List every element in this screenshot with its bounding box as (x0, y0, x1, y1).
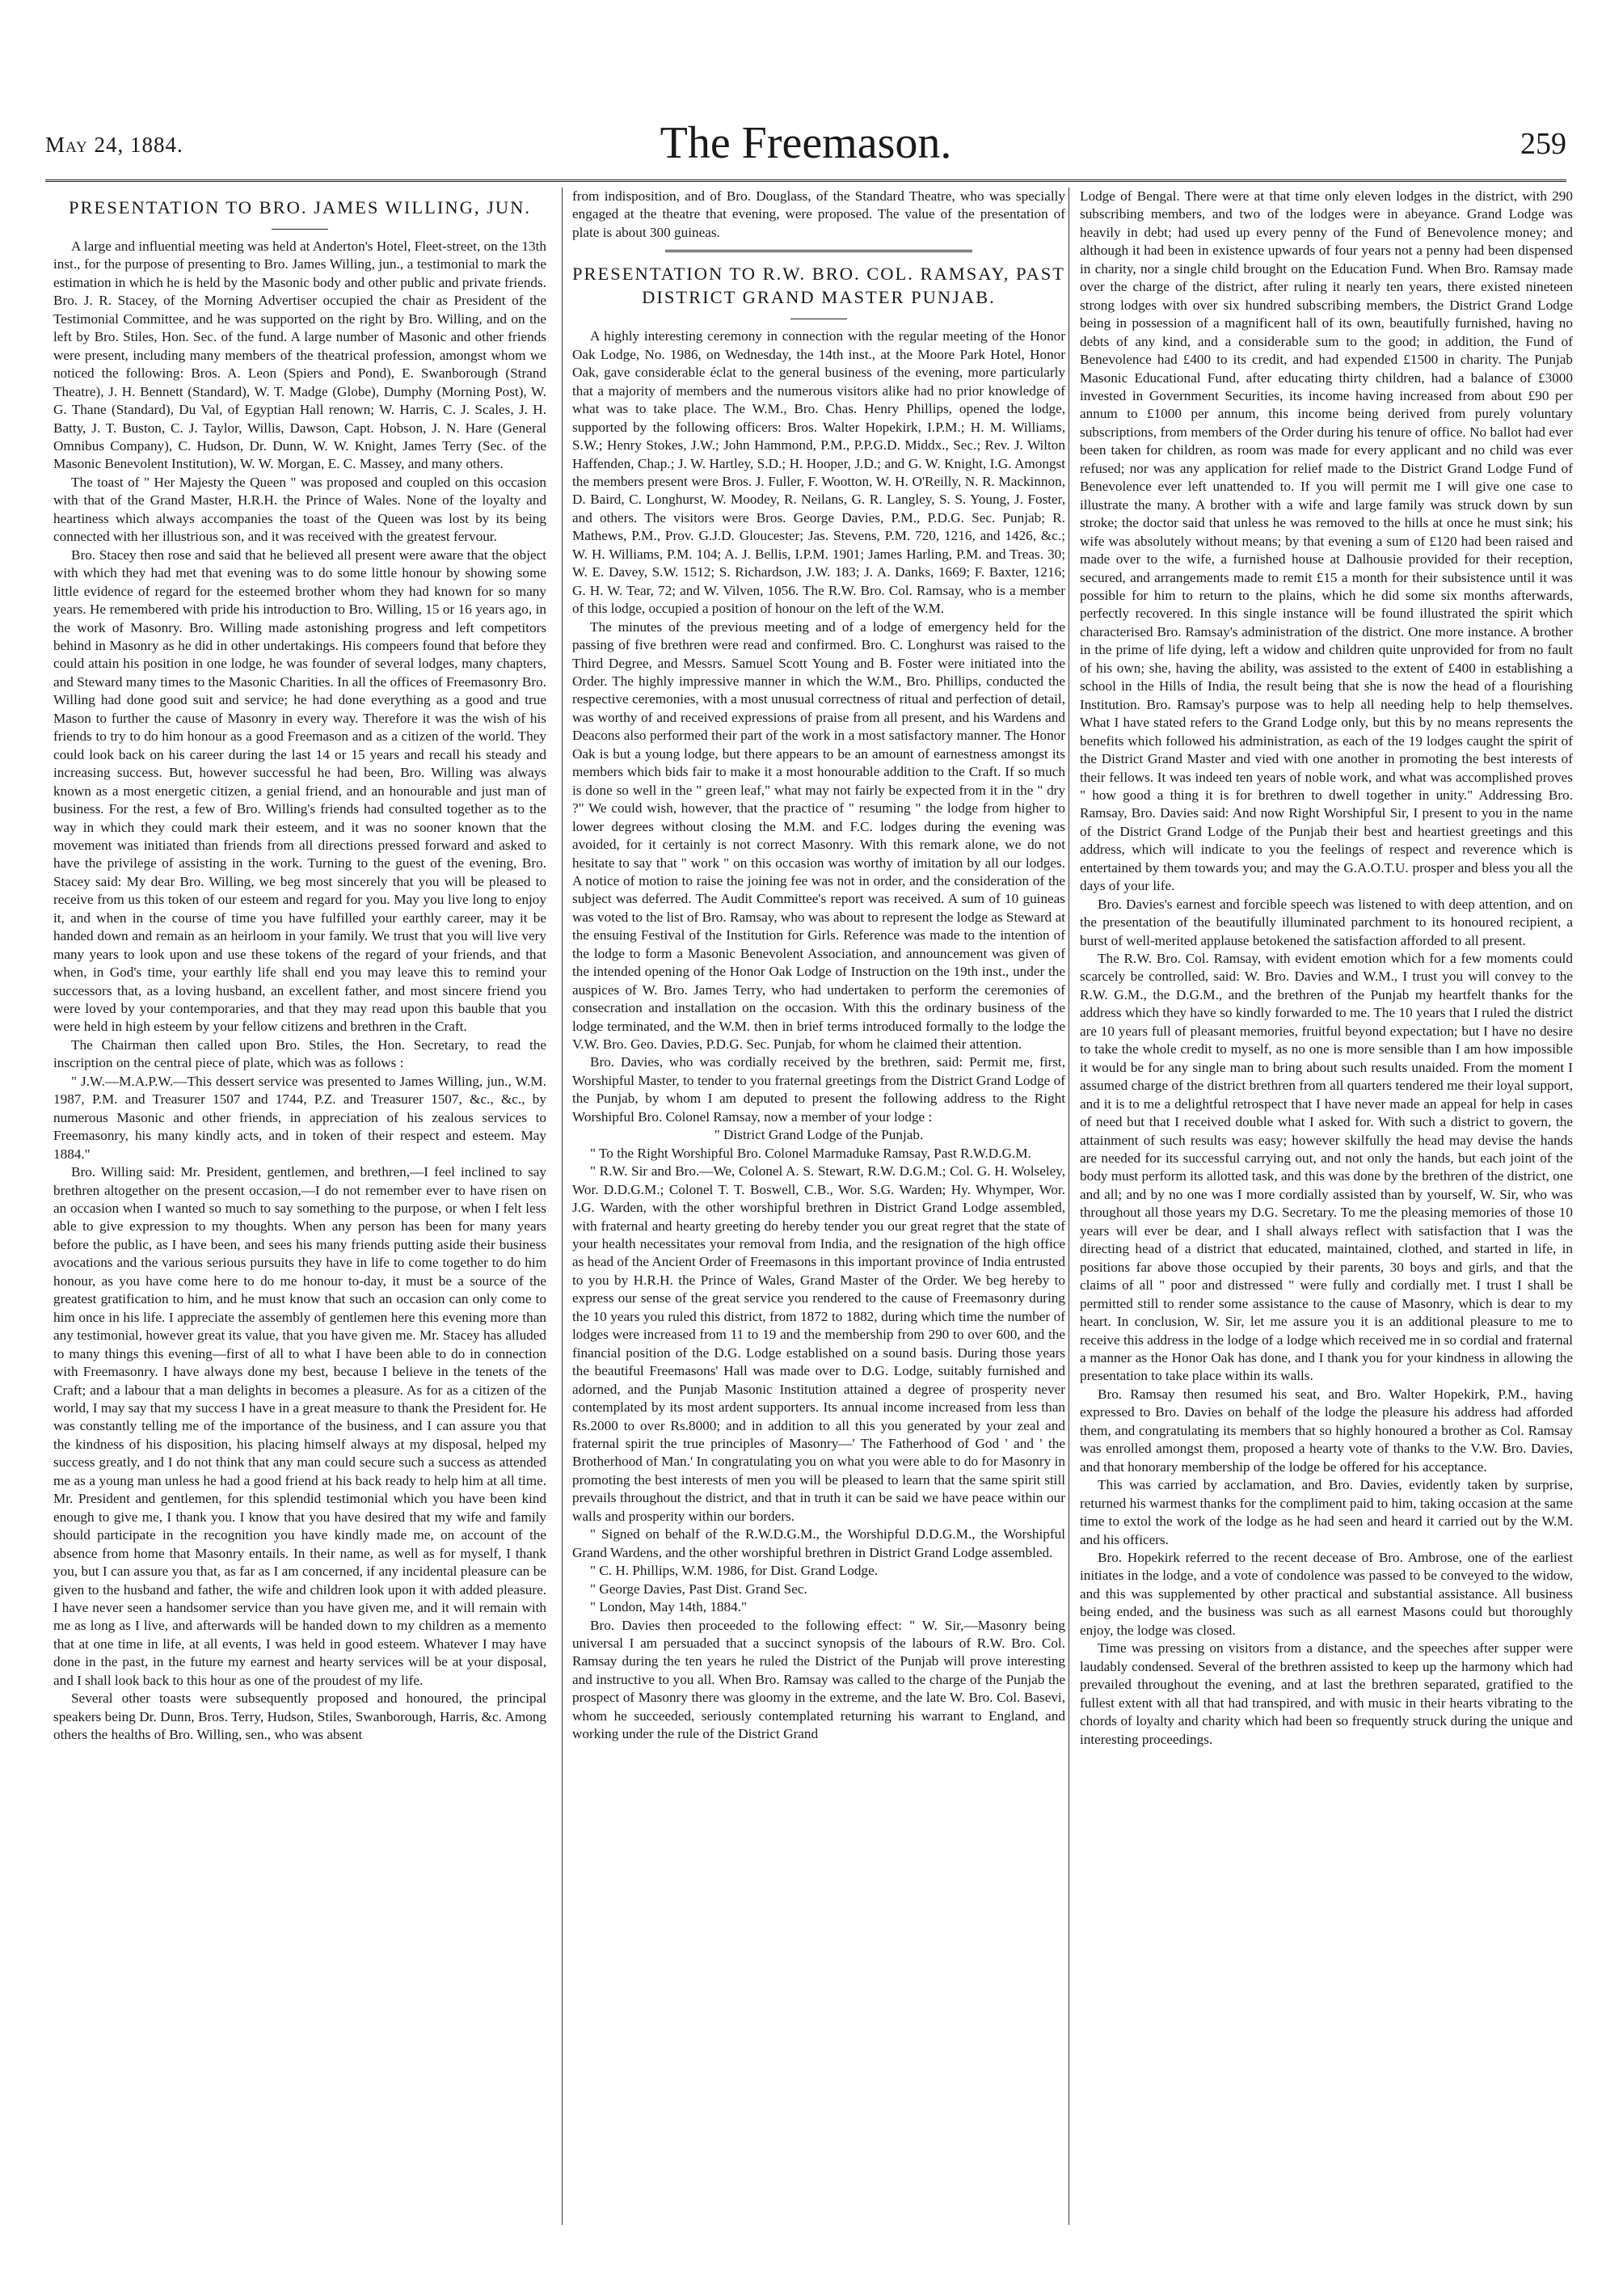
article-paragraph: Bro. Hopekirk referred to the recent decease of Bro. Ambrose, one of the earliest initiates in the lodge, and a vote of condolence was passed to be conveyed to the widow, and this was supplemented by other practical and substantial assistance. All business being ended, and the business was such as all earnest Masons could but thoroughly enjoy, the lodge was closed. (1080, 1549, 1573, 1638)
article-paragraph: Bro. Stacey then rose and said that he believed all present were aware that the object with which they had met that evening was to do some little honour by showing some little evidence of regard for the esteemed brother whom they had known for so many years. He remembered with pride his introduction to Bro. Willing, 15 or 16 years ago, in the work of Masonry. Bro. Willing made astonishing progress and left competitors behind in Masonry as he did in other undertakings. His compeers found that before they could attain his position in one lodge, he was founder of several lodges, many chapters, and Steward many times to the Masonic Charities. In all the offices of Freemasonry Bro. Willing had done good suit and service; he had done everything as a good and true Mason to further the cause of Masonry in every way. Therefore it was the wish of his friends to try to do him honour as a good Freemason and as a citizen of the world. They could look back on his career during the last 14 or 15 years and recall his steady and increasing success. But, however successful he had been, Bro. Willing was always known as a most energetic citizen, a genial friend, and an honourable and just man of business. For the rest, a few of Bro. Willing's friends had consulted together as to the way in which they could mark their esteem, and it was no sooner known that the movement was initiated than friends from all directions pressed forward and asked to have the privilege of assisting in the work. Turning to the guest of the evening, Bro. Stacey said: My dear Bro. Willing, we beg most sincerely that you will be pleased to receive from us this token of our esteem and regard for you. May you live long to enjoy it, and when in the course of time you have fulfilled your earthly career, may it be handed down and remain as an heirloom in your family. We trust that you will live very many years to look upon and use these tokens of the regard of your friends, and that when, in God's time, your earthly life shall end you may leave this to remind your successors that, as a loving husband, an excellent father, and most sincere friend you were loved by your contemporaries, and that they may read upon this bauble that you were held in high esteem by your fellow citizens and brethren in the Craft. (53, 547, 546, 1035)
column-3 (1080, 188, 1573, 1749)
newspaper-title: The Freemason. (660, 118, 952, 168)
article-paragraph: Bro. Davies's earnest and forcible speech was listened to with deep attention, and on the presentation of the beautifully illuminated parchment to its honoured recipient, a burst of well-merited applause betokened the satisfaction afforded to all present. (1080, 896, 1573, 948)
address-recipient: " To the Right Worshipful Bro. Colonel Marmaduke Ramsay, Past R.W.D.G.M. (590, 1145, 1031, 1161)
article-paragraph: Bro. Davies, who was cordially received by the brethren, said: Permit me, first, Worshipful Master, to tender to you fraternal greetings from the District Grand Lodge of the Punjab, by whom I am deputed to present the following address to the Right Worshipful Bro. Colonel Ramsay, now a member of your lodge : (572, 1054, 1065, 1125)
article-separator (665, 250, 972, 252)
masthead-rule (45, 179, 1566, 182)
address-signature: " London, May 14th, 1884." (590, 1599, 748, 1615)
article-paragraph: The Chairman then called upon Bro. Stiles, the Hon. Secretary, to read the inscription on the central piece of plate, which was as follows : (53, 1036, 546, 1071)
article-paragraph: The minutes of the previous meeting and of a lodge of emergency held for the passing of five brethren were read and confirmed. Bro. C. Longhurst was raised to the Third Degree, and Messrs. Samuel Scott Young and B. Foster were initiated into the Order. The highly impressive manner in which the W.M., Bro. Phillips, conducted the respective ceremonies, with a most unusual correctness of ritual and perfection of detail, was worthy of and received expressions of praise from all present, and his Wardens and Deacons also performed their part of the work in a most satisfactory manner. The Honor Oak is but a young lodge, but there appears to be an amount of earnestness amongst its members which bids fair to make it a most honourable addition to the Craft. If so much is done so well in the " green leaf," what may not fairly be expected from it in the " dry ?" We could wish, however, that the practice of " resuming " the lodge from higher to lower degrees without closing the M.M. and F.C. lodges during the evening was avoided, for it certainly is not correct Masonry. With this remark alone, we do not hesitate to say that " work " on this occasion was worthy of imitation by all our lodges. A notice of motion to raise the joining fee was not in order, and the consideration of the subject was deferred. The Audit Committee's report was received. A sum of 10 guineas was voted to the list of Bro. Ramsay, who was about to represent the lodge as Steward at the ensuing Festival of the Institution for Girls. Reference was made to the intention of the lodge to form a Masonic Benevolent Association, and announcement was given of the intended opening of the Honor Oak Lodge of Instruction on the 19th inst., under the auspices of W. Bro. James Terry, who had undertaken to perform the ceremonies of consecration and installation on the occasion. With this the ordinary business of the lodge terminated, and the W.M. then in brief terms introduced formally to the lodge the V.W. Bro. Geo. Davies, P.D.G. Sec. Punjab, for whom he claimed their attention. (572, 618, 1065, 1053)
newspaper-page (45, 0, 1573, 2296)
article-paragraph: Bro. Willing said: Mr. President, gentlemen, and brethren,—I feel inclined to say brethren altogether on the present occasion,—I do not remember ever to have risen on an occasion when I wanted so much to say something to the purpose, or when I felt less able to give expression to my thoughts. When any person has been for many years before the public, as I have been, and sees his many friends putting aside their business avocations and the various serious pursuits they have in life to come together to do him honour, as you have come here to do me honour to-day, it must be a source of the greatest gratification to him, and he must know that such an occasion can only come to him once in his life. I appreciate the assembly of gentlemen here this evening more than any testimonial, however great its value, that you have given me. Mr. Stacey has alluded to many things this evening—first of all to what I have been able to do in connection with Freemasonry. I have always done my best, because I believe in the tenets of the Craft; and a labour that a man delights in becomes a pleasure. As for as a citizen of the world, I may say that my success I have in a great measure to thank the President for. He was constantly telling me of the importance of the business, and I can assure you that the kindness of his disposition, his placing himself always at my disposal, helped my success greatly, and I do not think that any man could secure such a success as attended me as a young man unless he had a good friend at his back ready to help him at all time. Mr. President and gentlemen, for this splendid testimonial which you have been kind enough to give me, I thank you. I know that you have desired that my wife and family should participate in the recognition you have kindly made me, on account of the absence from home that Masonry entails. In their name, as well as for myself, I thank you, but I can assure you that, as far as I am concerned, if any incidental pleasure can be given to the husband and father, the wife and children look upon it with added pleasure. I have never seen a handsomer service than you have given me, and it will remain with me as long as I live, and afterwards will be handed down to my children as a memento that at one time in life, at all events, I was held in good esteem. Whatever I may have done in the past, in the future my earnest and hearty services will be at your disposal, and I shall look back to this hour as one of the proudest of my life. (53, 1164, 546, 1688)
article-paragraph: A highly interesting ceremony in connection with the regular meeting of the Honor Oak Lodge, No. 1986, on Wednesday, the 14th inst., at the Moore Park Hotel, Honor Oak, gave considerable éclat to the general business of the evening, more particularly that a majority of members and the numerous visitors alike had no prior knowledge of what was to take place. The W.M., Bro. Chas. Henry Phillips, opened the lodge, supported by the following officers: Bros. Walter Hopekirk, I.P.M.; H. M. Williams, S.W.; Henry Stokes, J.W.; John Hammond, P.M., P.P.G.D. Middx., Sec.; Rev. J. Wilton Haffenden, Chap.; J. W. Hartley, S.D.; H. Hooper, J.D.; and G. W. Knight, I.G. Amongst the members present were Bros. J. Fuller, F. Wootton, W. H. O'Reilly, N. R. Mackinnon, D. Baird, C. Longhurst, W. Moodey, R. Neilans, G. R. Langley, S. S. Young, J. Foster, and others. The visitors were Bros. George Davies, P.M., P.D.G. Sec. Punjab; R. Mathews, P.M., Prov. G.J.D. Gloucester; Jas. Stevens, P.M. 720, 1216, and 1426, &c.; W. H. Williams, P.M. 104; A. J. Bellis, I.P.M. 1901; James Harling, P.M. and Treas. 30; W. E. Davey, S.W. 1512; S. Richardson, J.W. 183; J. A. Danks, 1669; F. Baxter, 1216; G. H. W. Tear, 72; and W. Vilven, 1056. The R.W. Bro. Col. Ramsay, who is a member of this lodge, occupied a position of honour on the left of the W.M. (572, 328, 1065, 617)
address-heading: " District Grand Lodge of the Punjab. (714, 1127, 924, 1143)
article-paragraph: Lodge of Bengal. There were at that time only eleven lodges in the district, with 290 subscribing members, and two of the lodges were in abeyance. Grand Lodge was heavily in debt; had used up every penny of the Fund of Benevolence money; and although it had been in existence upwards of four years not a penny had been dispensed in charity, nor a single child brought on the Education Fund. When Bro. Ramsay made over the charge of the district, after ruling it nearly ten years, there existed nineteen strong lodges with over six hundred subscribing members, the District Grand Lodge being in possession of a magnificent hall of its own, beautifully furnished, having no debts of any kind, and a considerable sum to the good; in addition, the Fund of Benevolence had £400 to its credit, and had expended £1500 in charity. The Punjab Masonic Educational Fund, after educating thirty children, had a balance of £3000 invested in Government Securities, its income having increased from about £90 per annum to £1000 per annum, this income being derived from purely voluntary subscriptions, from members of the Order during his tenure of office. No ballot had ever been taken for children, as room was made for every applicant and no child was ever refused; nor was any application for relief made to the District Grand Lodge Fund of Benevolence ever left unattended to. If you will permit me I will give one case to illustrate the many. A brother with a wife and large family was struck down by sun stroke; the doctor said that unless he was removed to the hills at once he must sink; his wife was absolutely without means; by that evening a sum of £120 had been raised and made over to the wife, a furnished house at Dalhousie provided for their reception, secured, and arrangements made to remit £15 a month for their subsistence until it was possible for him to return to the plains, which he did some six months afterwards, perfectly recovered. In this single instance will be found illustrated the spirit which characterised Bro. Ramsay's administration of the district. One more instance. A brother in the prime of life dying, left a widow and children quite unprovided for from no fault of his own; she, having the ability, was assisted to the extent of £400 in establishing a school in the Hills of India, the result being that she is now the head of a flourishing Institution. Bro. Ramsay's purpose was to help all needing help to help themselves. What I have stated refers to the Grand Lodge only, but this by no means represents the benefits which followed his administration, as each of the 19 lodges caught the spirit of the District Grand Master and vied with one another in promoting the best interests of their fellows. It was indeed ten years of noble work, and what was accomplished proves " how good a thing it is for brethren to dwell together in unity." Addressing Bro. Ramsay, Bro. Davies said: And now Right Worshipful Sir, I present to you in the name of the District Grand Lodge of the Punjab their best and heartiest greetings and this address, which will indicate to you the feelings of respect and reverence which is entertained by them towards you; and may the G.A.O.T.U. prosper and bless you all the days of your life. (1080, 188, 1573, 894)
article-paragraph: A large and influential meeting was held at Anderton's Hotel, Fleet-street, on the 13th inst., for the purpose of presenting to Bro. James Willing, jun., a testimonial to mark the estimation in which he is held by the Masonic body and other public and private friends. Bro. J. R. Stacey, of the Morning Advertiser occupied the chair as President of the Testimonial Committee, and he was supported on the right by Bro. Willing, and on the left by Bro. Stiles, Hon. Sec. of the fund. A large number of Masonic and other friends were present, including many members of the theatrical profession, amongst whom we noticed the following: Bros. A. Leon (Spiers and Pond), E. Swanborough (Strand Theatre), J. H. Bennett (Standard), W. T. Madge (Globe), Dumphy (Morning Post), W. G. Thane (Standard), Du Val, of Egyptian Hall renown; W. Harris, C. J. Scales, J. H. Batty, J. T. Buston, C. J. Taylor, Willis, Dawson, Capt. Hobson, J. N. Hare (General Omnibus Company), C. Hudson, Dr. Dunn, W. W. Knight, James Terry (Sec. of the Masonic Benevolent Institution), W. W. Morgan, E. C. Massey, and many others. (53, 238, 546, 472)
column-2 (572, 188, 1065, 1744)
page-number: 259 (1520, 127, 1566, 161)
address-paragraph: " R.W. Sir and Bro.—We, Colonel A. S. Stewart, R.W. D.G.M.; Col. G. H. Wolseley, Wor. D.D.G.M.; Colonel T. T. Boswell, C.B., Wor. S.G. Warden; Hy. Whymper, Wor. J.G. Warden, with the other worshipful brethren in District Grand Lodge assembled, with fraternal and hearty greeting do hereby tender you our great regret that the state of your health necessitates your removal from India, and the resignation of the high office as head of the Ancient Order of Freemasons in this important province of India entrusted to you by H.R.H. the Prince of Wales, Grand Master of the Order. We beg hereby to express our sense of the great service you rendered to the cause of Freemasonry during the 10 years you ruled this district, from 1872 to 1882, during which time the number of lodges were increased from 11 to 19 and the membership from 290 to over 600, and the financial position of the D.G. Lodge established on a sound basis. During those years the beautiful Freemasons' Hall was made over to D.G. Lodge, suitably furnished and adorned, and the Punjab Masonic Institution attained a degree of prosperity never contemplated by its most ardent supporters. Its annual income increased from less than Rs.2000 to over Rs.8000; and in addition to all this you generated by your zeal and fraternal spirit the true principles of Masonry—' The Fatherhood of God ' and ' the Brotherhood of Man.' In congratulating you on what you were able to do for Masonry in promoting the best interests of men you will be pleased to learn that the same spirit still prevails throughout the district, and that in truth it can be said we have peace within our walls and prosperity within our borders. (572, 1163, 1065, 1524)
article-paragraph: This was carried by acclamation, and Bro. Davies, evidently taken by surprise, returned his warmest thanks for the compliment paid to him, taking occasion at the same time to extol the work of the lodge as he had seen and heard it carried out by the W.M. and his officers. (1080, 1477, 1573, 1547)
headline-rule (272, 229, 328, 230)
article-paragraph: Bro. Ramsay then resumed his seat, and Bro. Walter Hopekirk, P.M., having expressed to Bro. Davies on behalf of the lodge the pleasure his address had afforded them, and congratulating its members that so highly honoured a brother as Col. Ramsay was enrolled amongst them, proposed a hearty vote of thanks to the V.W. Bro. Davies, and that honorary membership of the lodge be offered for his acceptance. (1080, 1386, 1573, 1475)
article-paragraph: Several other toasts were subsequently proposed and honoured, the principal speakers being Dr. Dunn, Bros. Terry, Hudson, Stiles, Swanborough, Harris, &c. Among others the healths of Bro. Willing, sen., who was absent (53, 1690, 546, 1743)
address-signature: " C. H. Phillips, W.M. 1986, for Dist. Grand Lodge. (590, 1563, 879, 1579)
inscription-text: " J.W.—M.A.P.W.—This dessert service was presented to James Willing, jun., W.M. 1987, P.M. and Treasurer 1507 and 1744, P.Z. and Treasurer 1507, &c., &c., by numerous Masonic and other friends, in appreciation of his zealous services to Freemasonry, his many kindly acts, and in token of their respect and esteem. May 1884." (53, 1073, 546, 1162)
address-signature: " George Davies, Past Dist. Grand Sec. (590, 1581, 807, 1597)
article-paragraph: The toast of " Her Majesty the Queen " was proposed and coupled on this occasion with that of the Grand Master, H.R.H. the Prince of Wales. None of the loyalty and heartiness which always accompanies the toast of the Queen was lost by its being connected with her illustrious son, and it was received with the greatest fervour. (53, 474, 546, 545)
article-continuation: from indisposition, and of Bro. Douglass, of the Standard Theatre, who was specially engaged at the theatre that evening, were proposed. The value of the presentation of plate is about 300 guineas. (572, 188, 1065, 240)
article-paragraph: The R.W. Bro. Col. Ramsay, with evident emotion which for a few moments could scarcely be controlled, said: W. Bro. Davies and W.M., I trust you will convey to the R.W. G.M., the D.G.M., and the brethren of the Punjab my heartfelt thanks for the address which they have so kindly forwarded to me. The 10 years that I ruled the district are 10 years full of pleasant memories, fruitful beyond expectation; but I have no desire to take the whole credit to myself, as no one is more sensible than I am how impossible it would be for any single man to bring about such results unaided. From the moment I assumed charge of the district brethren from all quarters tendered me their loyal support, and it is to me a delightful retrospect that I have never made an appeal for help in cases of need but that I received double what I asked for. With such a district to govern, the attainment of such results was easy; however skilfully the head may devise the hands are needed for its successful carrying out, and not only the hands, but each joint of the body must perform its allotted task, and this was done by the brethren of the district, one and all; and by no one was I more cordially assisted than by yourself, W. Sir, who was throughout all those years my D.G. Secretary. To me the pleasing memories of those 10 years will ever be dear, and I shall always reflect with satisfaction that I was the directing head of a district that educated, maintained, clothed, and started in life, in positions far above those occupied by their parents, 30 boys and girls, and that the claims of all " poor and distressed " were fully and cordially met. I trust I shall be permitted still to render some assistance to the cause of Masonry, which is dear to my heart. In conclusion, W. Sir, let me assure you it is an additional pleasure to me to receive this address in the lodge of a lodge which received me in so cordial and fraternal a manner as the Honor Oak has done, and I thank you for your kindness in allowing the presentation to take place within its walls. (1080, 951, 1573, 1384)
article-headline-willing: PRESENTATION TO BRO. JAMES WILLING, JUN. (69, 197, 531, 217)
article-paragraph: Time was pressing on visitors from a distance, and the speeches after supper were laudably condensed. Several of the brethren assisted to keep up the harmony which had prevailed throughout the evening, and at last the brethren separated, gratified to the fullest extent with all that had transpired, and with music in their hearts vibrating to the chords of loyalty and charity which had been so frequently struck during the unique and interesting proceedings. (1080, 1640, 1573, 1747)
address-paragraph: " Signed on behalf of the R.W.D.G.M., the Worshipful D.D.G.M., the Worshipful Grand Wardens, and the other worshipful brethren in District Grand Lodge assembled. (572, 1526, 1065, 1560)
article-paragraph: Bro. Davies then proceeded to the following effect: " W. Sir,—Masonry being universal I am persuaded that a succinct synopsis of the labours of R.W. Bro. Col. Ramsay during the ten years he ruled the District of the Punjab will prove interesting and instructive to you all. When Bro. Ramsay was called to the charge of the Punjab the prospect of Masonry there was gloomy in the extreme, and the late W. Bro. Col. Basevi, whom he succeeded, seriously contemplated returning his warrant to England, and working under the rule of the District Grand (572, 1617, 1065, 1742)
issue-date: May 24, 1884. (45, 133, 183, 157)
column-divider (562, 188, 563, 2225)
article-headline-ramsay: PRESENTATION TO R.W. BRO. COL. RAMSAY, PAST DISTRICT GRAND MASTER PUNJAB. (572, 264, 1065, 308)
column-1 (53, 188, 546, 1745)
masthead (45, 120, 1566, 178)
